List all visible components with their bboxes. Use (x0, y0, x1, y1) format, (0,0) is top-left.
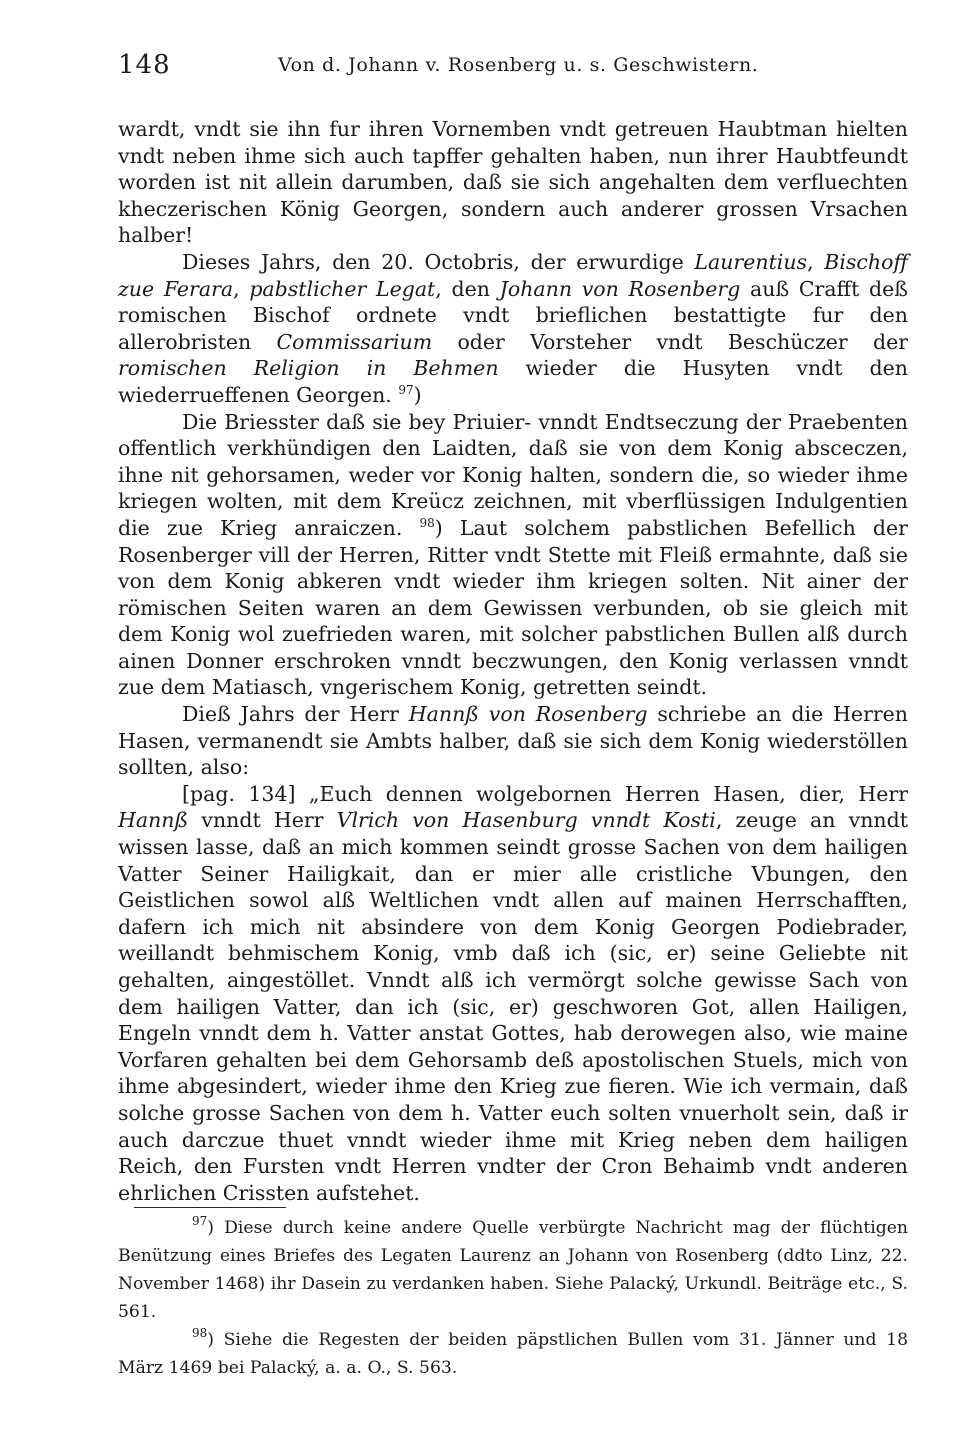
paragraph-priests: Die Briesster daß sie bey Priuier- vnndt Endtseczung der Praebenten offentlich verkhündigen den Laidten, daß sie von dem Konig absceczen, ihne nit gehorsamen, weder vor Konig halten, sondern die, so wieder ihme kriegen wolten, mit dem Kreücz zeichnen, mit vberflüssigen Indulgentien die zue Krieg anraiczen. $^{98}$) Laut solchem pabstlichen Befellich der Rosenberger vill der Herren, Ritter vndt Stette mit Fleiß ermahnte, daß sie von dem Konig abkeren vndt wieder ihm kriegen solten. Nit ainer der römischen Seiten waren an dem Gewissen verbunden, ob sie gleich mit dem Konig wol zuefrieden waren, mit solcher pabstlichen Bullen alß durch ainen Donner erschroken vnndt beczwungen, den Konig verlassen vnndt zue dem Matiasch, vngerischem Konig, getretten seindt. (118, 409, 908, 700)
page-number: 148 (118, 50, 171, 80)
footnote-mark-98: 98 (192, 1326, 208, 1340)
main-text (118, 116, 908, 1206)
footnote-mark-97: 97 (192, 1214, 208, 1228)
paragraph-legate: Dieses Jahrs, den 20. Octobris, der erwurdige Laurentius, Bischoff zue Ferara, pabstlicher Legat, den Johann von Rosenberg auß Crafft deß romischen Bischof ordnete vndt brieflichen bestattigte fur den allerobristen Commissarium oder Vorsteher vndt Beschüczer der romischen Religion in Behmen wieder die Husyten vndt den wiederrueffenen Georgen. $^{97}$) (118, 249, 909, 407)
footnotes (118, 1214, 908, 1382)
footnote-ref-97[interactable]: 97 (398, 382, 414, 397)
footnote-97: $^{97}$) Diese durch keine andere Quelle verbürgte Nachricht mag der flüchtigen Benützung eines Briefes des Legaten Laurenz an Johann von Rosenberg (ddto Linz, 22. November 1468) ihr Dasein zu verdanken haben. Siehe Palacký, Urkundl. Beiträge etc., S. 561. (118, 1214, 908, 1322)
footnote-divider (134, 1207, 286, 1208)
page-header (118, 50, 908, 90)
footnote-98: $^{98}$) Siehe die Regesten der beiden päpstlichen Bullen vom 31. Jänner und 18 März 1469 bei Palacký, a. a. O., S. 563. (118, 1326, 908, 1378)
paragraph-letter: [pag. 134] „Euch dennen wolgebornen Herren Hasen, dier, Herr Hannß vnndt Herr Vlrich von Hasenburg vnndt Kosti, zeuge an vnndt wissen lasse, daß an mich kommen seindt grosse Sachen von dem hailigen Vatter Seiner Hailigkait, dan er mier alle cristliche Vbungen, den Geistlichen sowol alß Weltlichen vndt allen auf mainen Herrschafften, dafern ich mich nit absindere von dem Konig Georgen Podiebrader, weillandt behmischem Konig, vmb daß ich (sic, er) seine Geliebte nit gehalten, aingestöllet. Vnndt alß ich vermörgt solche gewisse Sach von dem hailigen Vatter, dan ich (sic, er) geschworen Got, allen Hailigen, Engeln vnndt dem h. Vatter anstat Gottes, hab derowegen also, wie maine Vorfaren gehalten bei dem Gehorsamb deß apostolischen Stuels, mich von ihme abgesindert, wieder ihme den Krieg zue fieren. Wie ich vermain, daß solche grosse Sachen von dem h. Vatter euch solten vnuerholt sein, daß ir auch darczue thuet vnndt wieder ihme mit Krieg neben dem hailigen Reich, den Fursten vndt Herren vndter der Cron Behaimb vndt anderen ehrlichen Crissten aufstehet. (118, 781, 908, 1205)
paragraph-continuation: wardt, vndt sie ihn fur ihren Vornemben vndt getreuen Haubtman hielten vndt neben ihme sich auch tapffer gehalten haben, nun ihrer Haubtfeundt worden ist nit allein darumben, daß sie sich angehalten dem verfluechten kheczerischen König Georgen, sondern auch anderer grossen Vrsachen halber! (118, 117, 908, 248)
footnote-ref-98[interactable]: 98 (419, 515, 435, 530)
running-title: Von d. Johann v. Rosenberg u. s. Geschwistern. (278, 54, 759, 76)
paragraph-letter-intro: Dieß Jahrs der Herr Hannß von Rosenberg schriebe an die Herren Hasen, vermanendt sie Ambts halber, daß sie sich dem Konig wiederstöllen sollten, also: (118, 702, 908, 780)
